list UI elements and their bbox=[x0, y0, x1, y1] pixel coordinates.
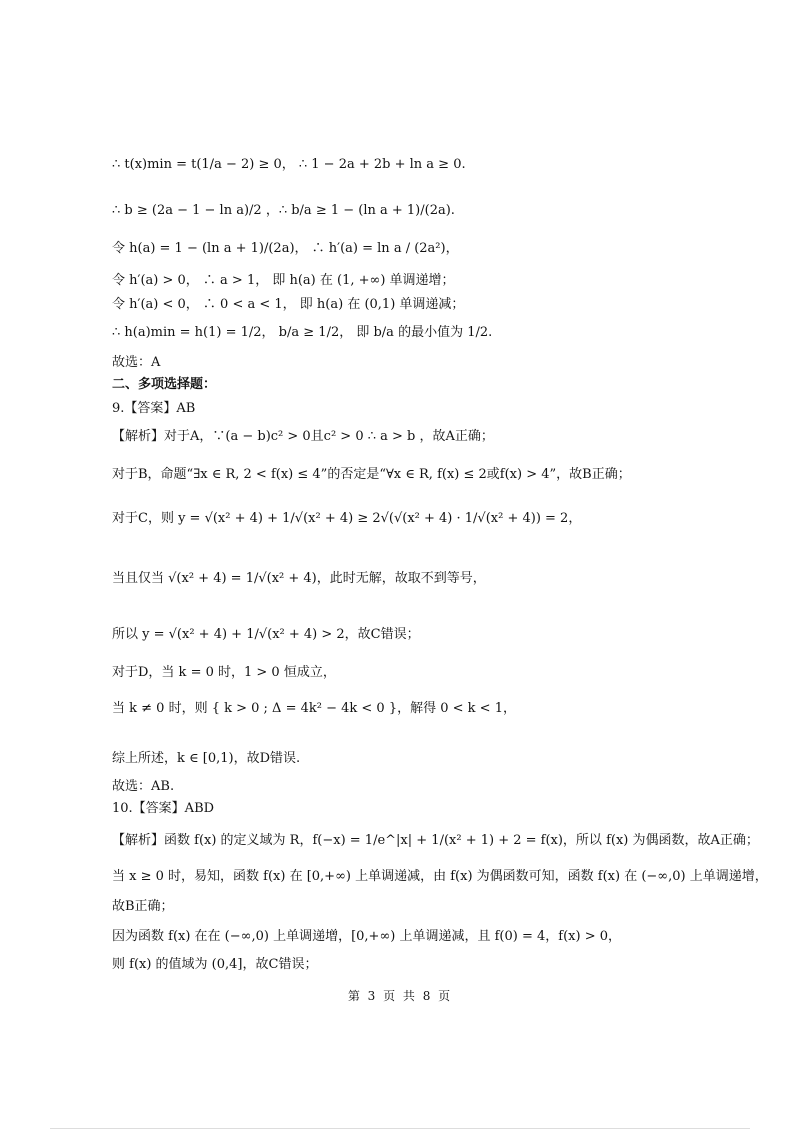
text-line: 对于B，命题“∃x ∈ R, 2 < f(x) ≤ 4”的否定是“∀x ∈ R, f(x) ≤ 2或f(x) > 4”，故B正确； bbox=[112, 467, 631, 482]
text-line: 令 h′(a) > 0， ∴ a > 1， 即 h(a) 在 (1, +∞) 单调递增； bbox=[112, 273, 455, 288]
bottom-divider bbox=[50, 1128, 750, 1129]
text-line: 对于C，则 y = √(x² + 4) + 1/√(x² + 4) ≥ 2√(√(x² + 4) · 1/√(x² + 4)) = 2， bbox=[112, 511, 582, 526]
text-line: ∴ h(a)min = h(1) = 1/2， b/a ≥ 1/2， 即 b/a 的最小值为 1/2. bbox=[112, 325, 493, 340]
text-line: 故B正确； bbox=[112, 899, 174, 914]
text-line: 令 h(a) = 1 − (ln a + 1)/(2a)， ∴ h′(a) = ln a / (2a²)， bbox=[112, 241, 459, 256]
text-line: 当且仅当 √(x² + 4) = 1/√(x² + 4)，此时无解，故取不到等号， bbox=[112, 571, 486, 586]
page-footer: 第 3 页 共 8 页 bbox=[347, 989, 453, 1003]
text-line: 【解析】函数 f(x) 的定义域为 R，f(−x) = 1/e^|x| + 1/(x² + 1) + 2 = f(x)，所以 f(x) 为偶函数，故A正确； bbox=[112, 833, 759, 848]
text-line: 【解析】对于A，∵(a − b)c² > 0且c² > 0 ∴ a > b ，故A正确； bbox=[112, 429, 494, 444]
text-line: 令 h′(a) < 0， ∴ 0 < a < 1， 即 h(a) 在 (0,1) 单调递减； bbox=[112, 297, 465, 312]
text-line: 当 x ≥ 0 时，易知，函数 f(x) 在 [0,+∞) 上单调递减，由 f(x) 为偶函数可知，函数 f(x) 在 (−∞,0) 上单调递增， bbox=[112, 869, 768, 884]
answer-label: 10.【答案】ABD bbox=[112, 801, 215, 816]
text-line: 所以 y = √(x² + 4) + 1/√(x² + 4) > 2，故C错误； bbox=[112, 627, 420, 642]
answer-label: 9.【答案】AB bbox=[112, 401, 196, 416]
text-line: 综上所述，k ∈ [0,1)，故D错误. bbox=[112, 751, 301, 766]
text-line: 故选：AB. bbox=[112, 779, 175, 794]
text-line: 则 f(x) 的值域为 (0,4]，故C错误； bbox=[112, 957, 318, 972]
text-line: 对于D，当 k = 0 时，1 > 0 恒成立， bbox=[112, 665, 336, 680]
section-heading: 二、多项选择题： bbox=[112, 377, 217, 392]
text-line: 因为函数 f(x) 在在 (−∞,0) 上单调递增，[0,+∞) 上单调递减，且 f(0) = 4，f(x) > 0， bbox=[112, 929, 621, 944]
text-line: ∴ t(x)min = t(1/a − 2) ≥ 0， ∴ 1 − 2a + 2b + ln a ≥ 0. bbox=[112, 157, 466, 172]
text-line: ∴ b ≥ (2a − 1 − ln a)/2 ，∴ b/a ≥ 1 − (ln a + 1)/(2a). bbox=[112, 203, 455, 218]
text-line: 当 k ≠ 0 时，则 { k > 0 ; Δ = 4k² − 4k < 0 }，解得 0 < k < 1， bbox=[112, 701, 516, 716]
text-line: 故选：A bbox=[112, 355, 161, 370]
